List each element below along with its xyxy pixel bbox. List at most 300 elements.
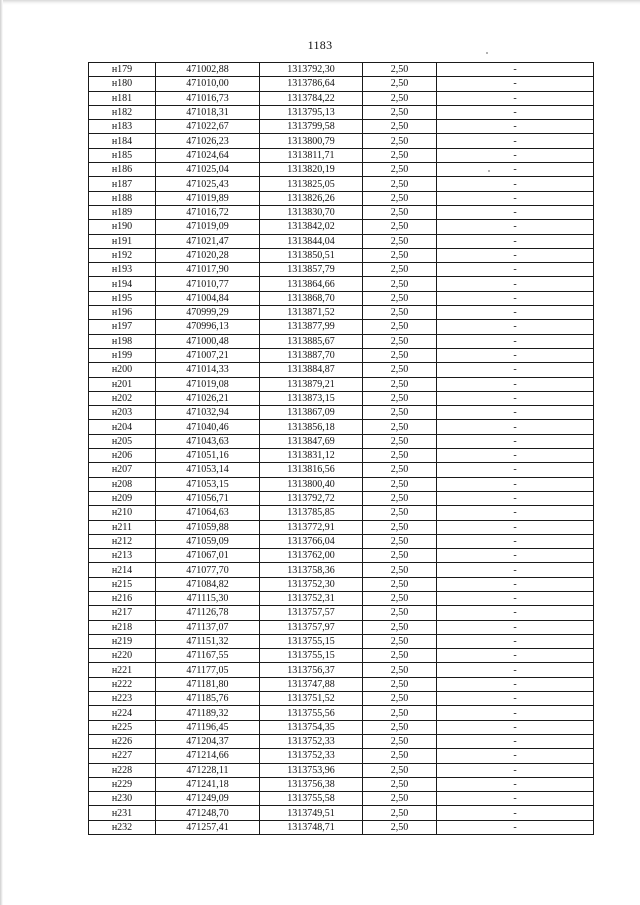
table-row: [89, 334, 594, 348]
table-row: [89, 591, 594, 605]
point-id-cell: н221: [89, 663, 156, 677]
x-coordinate-cell: 471214,66: [156, 749, 260, 763]
description-cell: -: [437, 334, 594, 348]
x-coordinate-cell: 471019,89: [156, 191, 260, 205]
table-row: [89, 363, 594, 377]
x-coordinate-cell: 471022,67: [156, 120, 260, 134]
description-cell: -: [437, 806, 594, 820]
y-coordinate-cell: 1313856,18: [260, 420, 363, 434]
point-id-cell: н200: [89, 363, 156, 377]
y-coordinate-cell: 1313755,58: [260, 792, 363, 806]
y-coordinate-cell: 1313755,15: [260, 649, 363, 663]
accuracy-cell: 2,50: [363, 606, 437, 620]
description-cell: -: [437, 734, 594, 748]
table-row: [89, 577, 594, 591]
scan-top-edge: [0, 0, 640, 5]
y-coordinate-cell: 1313762,00: [260, 549, 363, 563]
table-row: [89, 634, 594, 648]
x-coordinate-cell: 471084,82: [156, 577, 260, 591]
x-coordinate-cell: 471059,09: [156, 534, 260, 548]
point-id-cell: н205: [89, 434, 156, 448]
x-coordinate-cell: 471019,09: [156, 220, 260, 234]
description-cell: -: [437, 820, 594, 834]
x-coordinate-cell: 471257,41: [156, 820, 260, 834]
table-row: [89, 148, 594, 162]
accuracy-cell: 2,50: [363, 792, 437, 806]
point-id-cell: н181: [89, 91, 156, 105]
accuracy-cell: 2,50: [363, 306, 437, 320]
point-id-cell: н217: [89, 606, 156, 620]
point-id-cell: н208: [89, 477, 156, 491]
y-coordinate-cell: 1313873,15: [260, 391, 363, 405]
y-coordinate-cell: 1313850,51: [260, 248, 363, 262]
x-coordinate-cell: 471025,43: [156, 177, 260, 191]
x-coordinate-cell: 471018,31: [156, 105, 260, 119]
y-coordinate-cell: 1313844,04: [260, 234, 363, 248]
x-coordinate-cell: 471177,05: [156, 663, 260, 677]
x-coordinate-cell: 471004,84: [156, 291, 260, 305]
x-coordinate-cell: 471025,04: [156, 163, 260, 177]
x-coordinate-cell: 471196,45: [156, 720, 260, 734]
accuracy-cell: 2,50: [363, 663, 437, 677]
y-coordinate-cell: 1313825,05: [260, 177, 363, 191]
y-coordinate-cell: 1313877,99: [260, 320, 363, 334]
accuracy-cell: 2,50: [363, 577, 437, 591]
x-coordinate-cell: 471016,72: [156, 205, 260, 219]
x-coordinate-cell: 471115,30: [156, 591, 260, 605]
point-id-cell: н220: [89, 649, 156, 663]
point-id-cell: н216: [89, 591, 156, 605]
description-cell: -: [437, 163, 594, 177]
accuracy-cell: 2,50: [363, 806, 437, 820]
y-coordinate-cell: 1313786,64: [260, 77, 363, 91]
description-cell: -: [437, 720, 594, 734]
point-id-cell: н226: [89, 734, 156, 748]
point-id-cell: н179: [89, 63, 156, 77]
accuracy-cell: 2,50: [363, 377, 437, 391]
table-row: [89, 434, 594, 448]
y-coordinate-cell: 1313871,52: [260, 306, 363, 320]
table-row: [89, 549, 594, 563]
point-id-cell: н202: [89, 391, 156, 405]
y-coordinate-cell: 1313756,37: [260, 663, 363, 677]
accuracy-cell: 2,50: [363, 820, 437, 834]
point-id-cell: н215: [89, 577, 156, 591]
point-id-cell: н180: [89, 77, 156, 91]
x-coordinate-cell: 471021,47: [156, 234, 260, 248]
y-coordinate-cell: 1313879,21: [260, 377, 363, 391]
point-id-cell: н187: [89, 177, 156, 191]
y-coordinate-cell: 1313755,56: [260, 706, 363, 720]
x-coordinate-cell: 471151,32: [156, 634, 260, 648]
table-row: [89, 520, 594, 534]
accuracy-cell: 2,50: [363, 420, 437, 434]
point-id-cell: н211: [89, 520, 156, 534]
description-cell: -: [437, 391, 594, 405]
accuracy-cell: 2,50: [363, 148, 437, 162]
x-coordinate-cell: 471051,16: [156, 449, 260, 463]
y-coordinate-cell: 1313785,85: [260, 506, 363, 520]
point-id-cell: н196: [89, 306, 156, 320]
description-cell: -: [437, 692, 594, 706]
accuracy-cell: 2,50: [363, 549, 437, 563]
y-coordinate-cell: 1313752,33: [260, 749, 363, 763]
point-id-cell: н201: [89, 377, 156, 391]
point-id-cell: н182: [89, 105, 156, 119]
table-row: [89, 777, 594, 791]
y-coordinate-cell: 1313831,12: [260, 449, 363, 463]
table-row: [89, 77, 594, 91]
x-coordinate-cell: 471204,37: [156, 734, 260, 748]
accuracy-cell: 2,50: [363, 105, 437, 119]
y-coordinate-cell: 1313752,30: [260, 577, 363, 591]
x-coordinate-cell: 471026,23: [156, 134, 260, 148]
x-coordinate-cell: 471016,73: [156, 91, 260, 105]
x-coordinate-cell: 471067,01: [156, 549, 260, 563]
point-id-cell: н223: [89, 692, 156, 706]
description-cell: -: [437, 563, 594, 577]
x-coordinate-cell: 471019,08: [156, 377, 260, 391]
y-coordinate-cell: 1313816,56: [260, 463, 363, 477]
table-row: [89, 105, 594, 119]
accuracy-cell: 2,50: [363, 706, 437, 720]
y-coordinate-cell: 1313757,97: [260, 620, 363, 634]
description-cell: -: [437, 792, 594, 806]
y-coordinate-cell: 1313884,87: [260, 363, 363, 377]
table-row: [89, 463, 594, 477]
description-cell: -: [437, 148, 594, 162]
description-cell: -: [437, 449, 594, 463]
description-cell: -: [437, 534, 594, 548]
description-cell: -: [437, 63, 594, 77]
accuracy-cell: 2,50: [363, 620, 437, 634]
y-coordinate-cell: 1313847,69: [260, 434, 363, 448]
x-coordinate-cell: 471040,46: [156, 420, 260, 434]
point-id-cell: н193: [89, 263, 156, 277]
description-cell: -: [437, 749, 594, 763]
description-cell: -: [437, 105, 594, 119]
x-coordinate-cell: 471010,77: [156, 277, 260, 291]
x-coordinate-cell: 471241,18: [156, 777, 260, 791]
description-cell: -: [437, 577, 594, 591]
point-id-cell: н218: [89, 620, 156, 634]
point-id-cell: н214: [89, 563, 156, 577]
x-coordinate-cell: 471185,76: [156, 692, 260, 706]
x-coordinate-cell: 471167,55: [156, 649, 260, 663]
table-row: [89, 706, 594, 720]
description-cell: -: [437, 277, 594, 291]
x-coordinate-cell: 471056,71: [156, 491, 260, 505]
point-id-cell: н189: [89, 205, 156, 219]
table-row: [89, 677, 594, 691]
point-id-cell: н188: [89, 191, 156, 205]
description-cell: -: [437, 406, 594, 420]
point-id-cell: н229: [89, 777, 156, 791]
description-cell: -: [437, 91, 594, 105]
description-cell: -: [437, 291, 594, 305]
description-cell: -: [437, 591, 594, 605]
table-row: [89, 191, 594, 205]
description-cell: -: [437, 220, 594, 234]
x-coordinate-cell: 471014,33: [156, 363, 260, 377]
table-row: [89, 820, 594, 834]
table-row: [89, 720, 594, 734]
accuracy-cell: 2,50: [363, 191, 437, 205]
y-coordinate-cell: 1313795,13: [260, 105, 363, 119]
y-coordinate-cell: 1313864,66: [260, 277, 363, 291]
accuracy-cell: 2,50: [363, 491, 437, 505]
accuracy-cell: 2,50: [363, 120, 437, 134]
point-id-cell: н185: [89, 148, 156, 162]
y-coordinate-cell: 1313754,35: [260, 720, 363, 734]
table-row: [89, 248, 594, 262]
point-id-cell: н191: [89, 234, 156, 248]
y-coordinate-cell: 1313753,96: [260, 763, 363, 777]
x-coordinate-cell: 471032,94: [156, 406, 260, 420]
accuracy-cell: 2,50: [363, 163, 437, 177]
point-id-cell: н186: [89, 163, 156, 177]
table-row: [89, 120, 594, 134]
table-row: [89, 649, 594, 663]
accuracy-cell: 2,50: [363, 720, 437, 734]
accuracy-cell: 2,50: [363, 449, 437, 463]
description-cell: -: [437, 363, 594, 377]
point-id-cell: н199: [89, 348, 156, 362]
point-id-cell: н209: [89, 491, 156, 505]
y-coordinate-cell: 1313887,70: [260, 348, 363, 362]
accuracy-cell: 2,50: [363, 763, 437, 777]
accuracy-cell: 2,50: [363, 534, 437, 548]
x-coordinate-cell: 471053,14: [156, 463, 260, 477]
point-id-cell: н207: [89, 463, 156, 477]
accuracy-cell: 2,50: [363, 634, 437, 648]
accuracy-cell: 2,50: [363, 477, 437, 491]
point-id-cell: н184: [89, 134, 156, 148]
description-cell: -: [437, 491, 594, 505]
accuracy-cell: 2,50: [363, 134, 437, 148]
description-cell: -: [437, 520, 594, 534]
point-id-cell: н219: [89, 634, 156, 648]
accuracy-cell: 2,50: [363, 263, 437, 277]
description-cell: -: [437, 191, 594, 205]
point-id-cell: н194: [89, 277, 156, 291]
description-cell: -: [437, 649, 594, 663]
y-coordinate-cell: 1313811,71: [260, 148, 363, 162]
point-id-cell: н230: [89, 792, 156, 806]
table-row: [89, 606, 594, 620]
x-coordinate-cell: 471020,28: [156, 248, 260, 262]
table-row: [89, 277, 594, 291]
table-row: [89, 134, 594, 148]
accuracy-cell: 2,50: [363, 563, 437, 577]
y-coordinate-cell: 1313826,26: [260, 191, 363, 205]
page-number: 1183: [307, 38, 333, 52]
y-coordinate-cell: 1313758,36: [260, 563, 363, 577]
point-id-cell: н203: [89, 406, 156, 420]
accuracy-cell: 2,50: [363, 591, 437, 605]
x-coordinate-cell: 471181,80: [156, 677, 260, 691]
y-coordinate-cell: 1313800,40: [260, 477, 363, 491]
accuracy-cell: 2,50: [363, 248, 437, 262]
accuracy-cell: 2,50: [363, 205, 437, 219]
point-id-cell: н206: [89, 449, 156, 463]
x-coordinate-cell: 471064,63: [156, 506, 260, 520]
accuracy-cell: 2,50: [363, 91, 437, 105]
table-row: [89, 563, 594, 577]
description-cell: -: [437, 320, 594, 334]
y-coordinate-cell: 1313842,02: [260, 220, 363, 234]
x-coordinate-cell: 471002,88: [156, 63, 260, 77]
description-cell: -: [437, 677, 594, 691]
y-coordinate-cell: 1313756,38: [260, 777, 363, 791]
x-coordinate-cell: 471000,48: [156, 334, 260, 348]
x-coordinate-cell: 471077,70: [156, 563, 260, 577]
y-coordinate-cell: 1313830,70: [260, 205, 363, 219]
description-cell: -: [437, 120, 594, 134]
table-row: [89, 734, 594, 748]
coordinates-table-body: [89, 63, 594, 835]
accuracy-cell: 2,50: [363, 277, 437, 291]
accuracy-cell: 2,50: [363, 749, 437, 763]
description-cell: -: [437, 420, 594, 434]
table-row: [89, 63, 594, 77]
accuracy-cell: 2,50: [363, 677, 437, 691]
table-row: [89, 449, 594, 463]
x-coordinate-cell: 471137,07: [156, 620, 260, 634]
point-id-cell: н197: [89, 320, 156, 334]
y-coordinate-cell: 1313751,52: [260, 692, 363, 706]
accuracy-cell: 2,50: [363, 391, 437, 405]
point-id-cell: н190: [89, 220, 156, 234]
scan-left-edge: [0, 0, 3, 905]
table-row: [89, 406, 594, 420]
y-coordinate-cell: 1313755,15: [260, 634, 363, 648]
point-id-cell: н210: [89, 506, 156, 520]
point-id-cell: н227: [89, 749, 156, 763]
description-cell: -: [437, 177, 594, 191]
x-coordinate-cell: 471017,90: [156, 263, 260, 277]
description-cell: -: [437, 777, 594, 791]
table-row: [89, 306, 594, 320]
accuracy-cell: 2,50: [363, 734, 437, 748]
accuracy-cell: 2,50: [363, 291, 437, 305]
table-row: [89, 620, 594, 634]
table-row: [89, 792, 594, 806]
description-cell: -: [437, 763, 594, 777]
table-row: [89, 91, 594, 105]
x-coordinate-cell: 471010,00: [156, 77, 260, 91]
x-coordinate-cell: 471189,32: [156, 706, 260, 720]
y-coordinate-cell: 1313749,51: [260, 806, 363, 820]
accuracy-cell: 2,50: [363, 406, 437, 420]
table-row: [89, 220, 594, 234]
x-coordinate-cell: 471249,09: [156, 792, 260, 806]
y-coordinate-cell: 1313748,71: [260, 820, 363, 834]
point-id-cell: н192: [89, 248, 156, 262]
point-id-cell: н195: [89, 291, 156, 305]
y-coordinate-cell: 1313799,58: [260, 120, 363, 134]
y-coordinate-cell: 1313820,19: [260, 163, 363, 177]
description-cell: -: [437, 706, 594, 720]
point-id-cell: н183: [89, 120, 156, 134]
x-coordinate-cell: 471248,70: [156, 806, 260, 820]
accuracy-cell: 2,50: [363, 63, 437, 77]
point-id-cell: н228: [89, 763, 156, 777]
table-row: [89, 263, 594, 277]
y-coordinate-cell: 1313766,04: [260, 534, 363, 548]
point-id-cell: н222: [89, 677, 156, 691]
table-row: [89, 348, 594, 362]
point-id-cell: н231: [89, 806, 156, 820]
table-row: [89, 377, 594, 391]
table-row: [89, 663, 594, 677]
x-coordinate-cell: 471053,15: [156, 477, 260, 491]
description-cell: -: [437, 234, 594, 248]
description-cell: -: [437, 634, 594, 648]
description-cell: -: [437, 77, 594, 91]
x-coordinate-cell: 470996,13: [156, 320, 260, 334]
description-cell: -: [437, 463, 594, 477]
x-coordinate-cell: 471059,88: [156, 520, 260, 534]
description-cell: -: [437, 134, 594, 148]
table-row: [89, 806, 594, 820]
y-coordinate-cell: 1313885,67: [260, 334, 363, 348]
y-coordinate-cell: 1313867,09: [260, 406, 363, 420]
accuracy-cell: 2,50: [363, 463, 437, 477]
table-row: [89, 177, 594, 191]
table-row: [89, 692, 594, 706]
y-coordinate-cell: 1313868,70: [260, 291, 363, 305]
point-id-cell: н225: [89, 720, 156, 734]
x-coordinate-cell: 471043,63: [156, 434, 260, 448]
table-row: [89, 534, 594, 548]
accuracy-cell: 2,50: [363, 177, 437, 191]
point-id-cell: н213: [89, 549, 156, 563]
accuracy-cell: 2,50: [363, 334, 437, 348]
table-row: [89, 320, 594, 334]
y-coordinate-cell: 1313857,79: [260, 263, 363, 277]
table-row: [89, 291, 594, 305]
description-cell: -: [437, 205, 594, 219]
table-row: [89, 420, 594, 434]
accuracy-cell: 2,50: [363, 220, 437, 234]
point-id-cell: н198: [89, 334, 156, 348]
x-coordinate-cell: 471228,11: [156, 763, 260, 777]
y-coordinate-cell: 1313772,91: [260, 520, 363, 534]
y-coordinate-cell: 1313752,33: [260, 734, 363, 748]
y-coordinate-cell: 1313792,72: [260, 491, 363, 505]
description-cell: -: [437, 663, 594, 677]
accuracy-cell: 2,50: [363, 520, 437, 534]
y-coordinate-cell: 1313747,88: [260, 677, 363, 691]
point-id-cell: н204: [89, 420, 156, 434]
point-id-cell: н224: [89, 706, 156, 720]
x-coordinate-cell: 471126,78: [156, 606, 260, 620]
description-cell: -: [437, 506, 594, 520]
accuracy-cell: 2,50: [363, 234, 437, 248]
y-coordinate-cell: 1313792,30: [260, 63, 363, 77]
accuracy-cell: 2,50: [363, 506, 437, 520]
coordinates-table: [88, 62, 594, 835]
table-row: [89, 491, 594, 505]
description-cell: -: [437, 434, 594, 448]
y-coordinate-cell: 1313752,31: [260, 591, 363, 605]
description-cell: -: [437, 377, 594, 391]
accuracy-cell: 2,50: [363, 77, 437, 91]
point-id-cell: н232: [89, 820, 156, 834]
accuracy-cell: 2,50: [363, 649, 437, 663]
y-coordinate-cell: 1313784,22: [260, 91, 363, 105]
